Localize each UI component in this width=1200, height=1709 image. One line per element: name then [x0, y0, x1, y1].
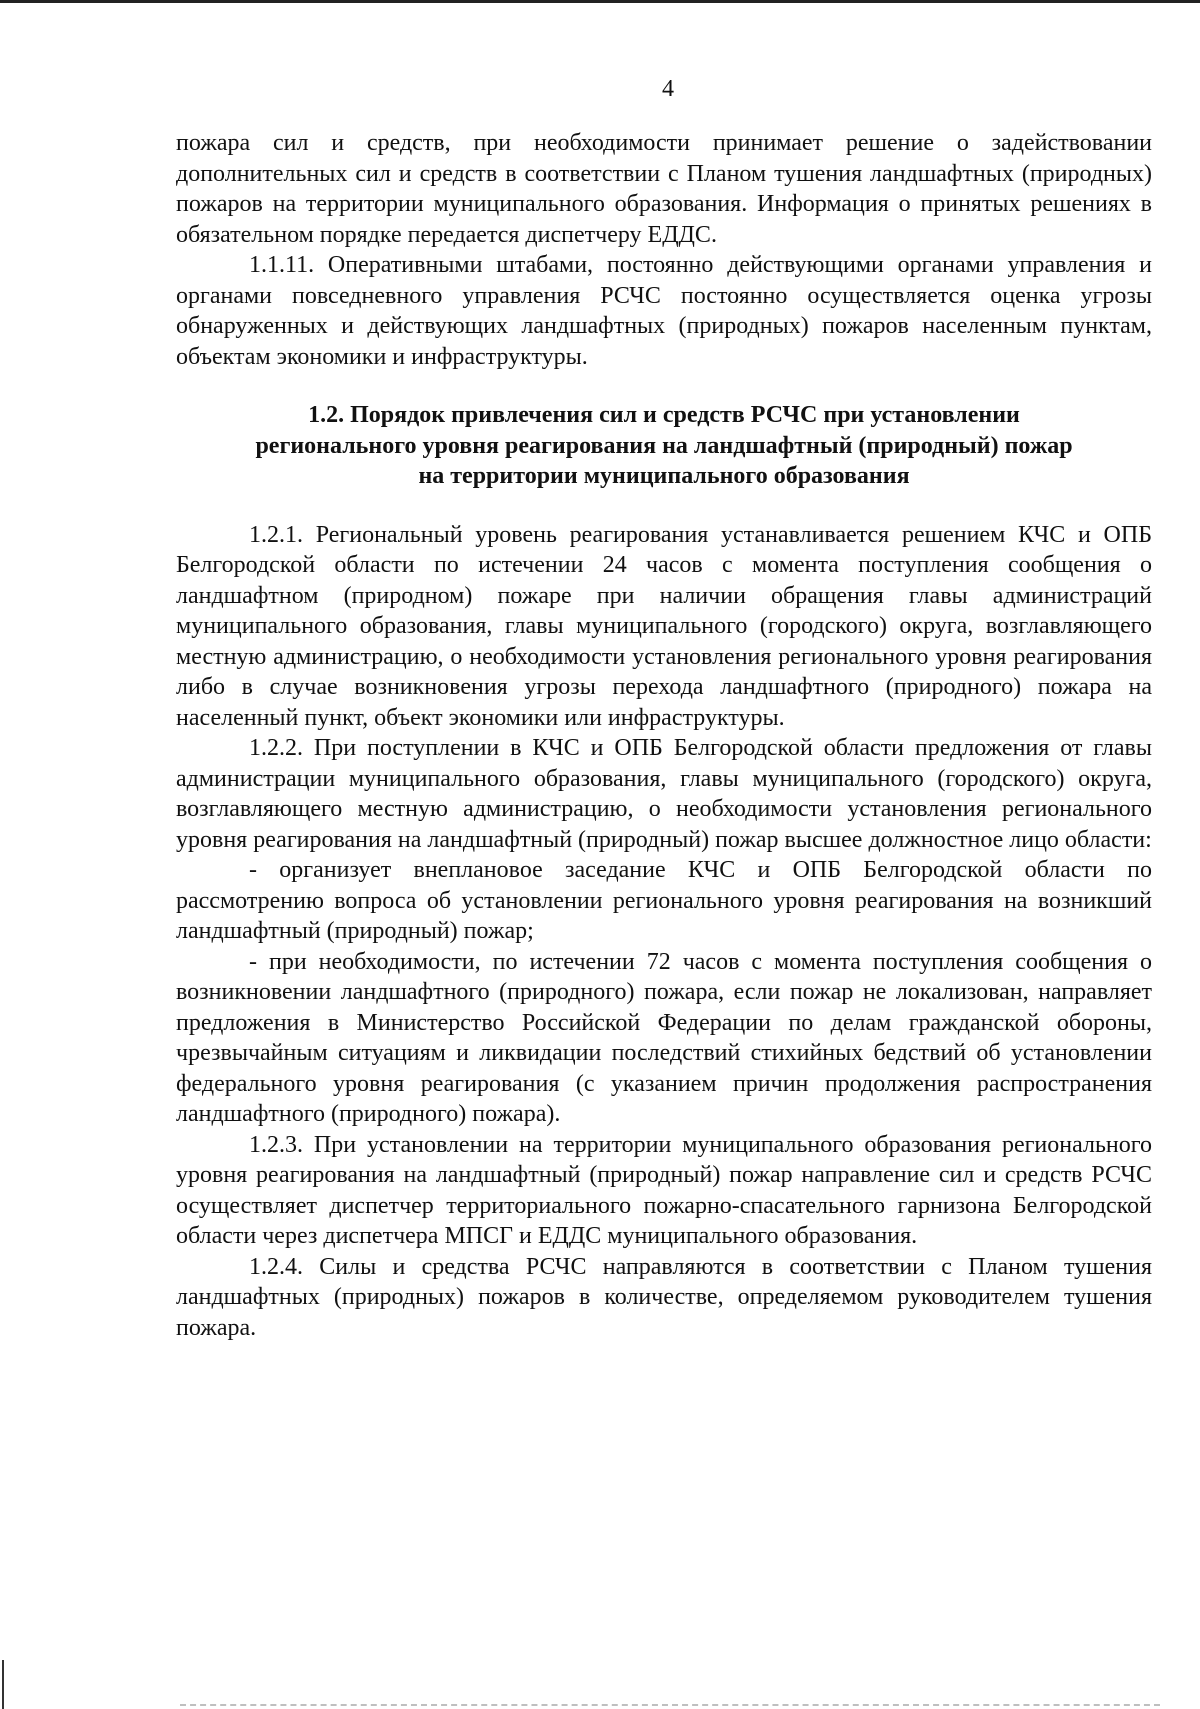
document-body: [176, 128, 1152, 1343]
list-item-sends-proposals: - при необходимости, по истечении 72 часов с момента поступления сообщения о возникновении ландшафтного (природного) пожара, если пожар не локализован, направляет предложения в Министерство Российской Федерации по делам гражданской обороны, чрезвычайным ситуациям и ликвидации последствий стихийных бедствий об установлении федерального уровня реагирования (с указанием причин продолжения распространения ландшафтного (природного) пожара).: [176, 948, 1152, 1127]
scan-left-edge: [2, 1660, 4, 1709]
paragraph-1-2-4: 1.2.4. Силы и средства РСЧС направляются в соответствии с Планом тушения ландшафтных (природных) пожаров в количестве, определяемом руководителем тушения пожара.: [176, 1253, 1152, 1341]
section-heading-line-1: 1.2. Порядок привлечения сил и средств РСЧС при установлении: [308, 402, 1020, 428]
section-heading-line-2: регионального уровня реагирования на ландшафтный (природный) пожар: [255, 432, 1073, 459]
scan-bottom-edge: [180, 1704, 1160, 1706]
paragraph-1-2-1: 1.2.1. Региональный уровень реагирования устанавливается решением КЧС и ОПБ Белгородской области по истечении 24 часов с момента поступления сообщения о ландшафтном (природном) пожаре при наличии обращения главы администраций муниципального образования, главы муниципального (городского) округа, возглавляющего местную администрацию, о необходимости установления регионального уровня реагирования либо в случае возникновения угрозы перехода ландшафтного (природного) пожара на населенный пункт, объект экономики или инфраструктуры.: [176, 521, 1152, 731]
section-heading-1-2: [176, 372, 1152, 520]
paragraph-1-2-2: 1.2.2. При поступлении в КЧС и ОПБ Белгородской области предложения от главы администрации муниципального образования, главы муниципального (городского) округа, возглавляющего местную администрацию, о необходимости установления регионального уровня реагирования на ландшафтный (природный) пожар высшее должностное лицо области:: [176, 735, 1152, 853]
list-item-organizes-meeting: - организует внеплановое заседание КЧС и ОПБ Белгородской области по рассмотрению вопроса об установлении регионального уровня реагирования на возникший ландшафтный (природный) пожар;: [176, 857, 1152, 944]
page-number: 4: [662, 76, 674, 102]
section-heading-line-3: на территории муниципального образования: [418, 463, 910, 489]
paragraph-1-2-3: 1.2.3. При установлении на территории муниципального образования регионального уровня реагирования на ландшафтный (природный) пожар направление сил и средств РСЧС осуществляет диспетчер территориального пожарно-спасательного гарнизона Белгородской области через диспетчера МПСГ и ЕДДС муниципального образования.: [176, 1131, 1152, 1249]
paragraph-1-1-11: 1.1.11. Оперативными штабами, постоянно действующими органами управления и органами повседневного управления РСЧС постоянно осуществляется оценка угрозы обнаруженных и действующих ландшафтных (природных) пожаров населенным пунктам, объектам экономики и инфраструктуры.: [176, 252, 1152, 370]
paragraph-continuation: пожара сил и средств, при необходимости принимает решение о задействовании дополнительных сил и средств в соответствии с Планом тушения ландшафтных (природных) пожаров на территории муниципального образования. Информация о принятых решениях в обязательном порядке передается диспетчеру ЕДДС.: [176, 130, 1152, 248]
scan-top-edge: [0, 0, 1200, 3]
